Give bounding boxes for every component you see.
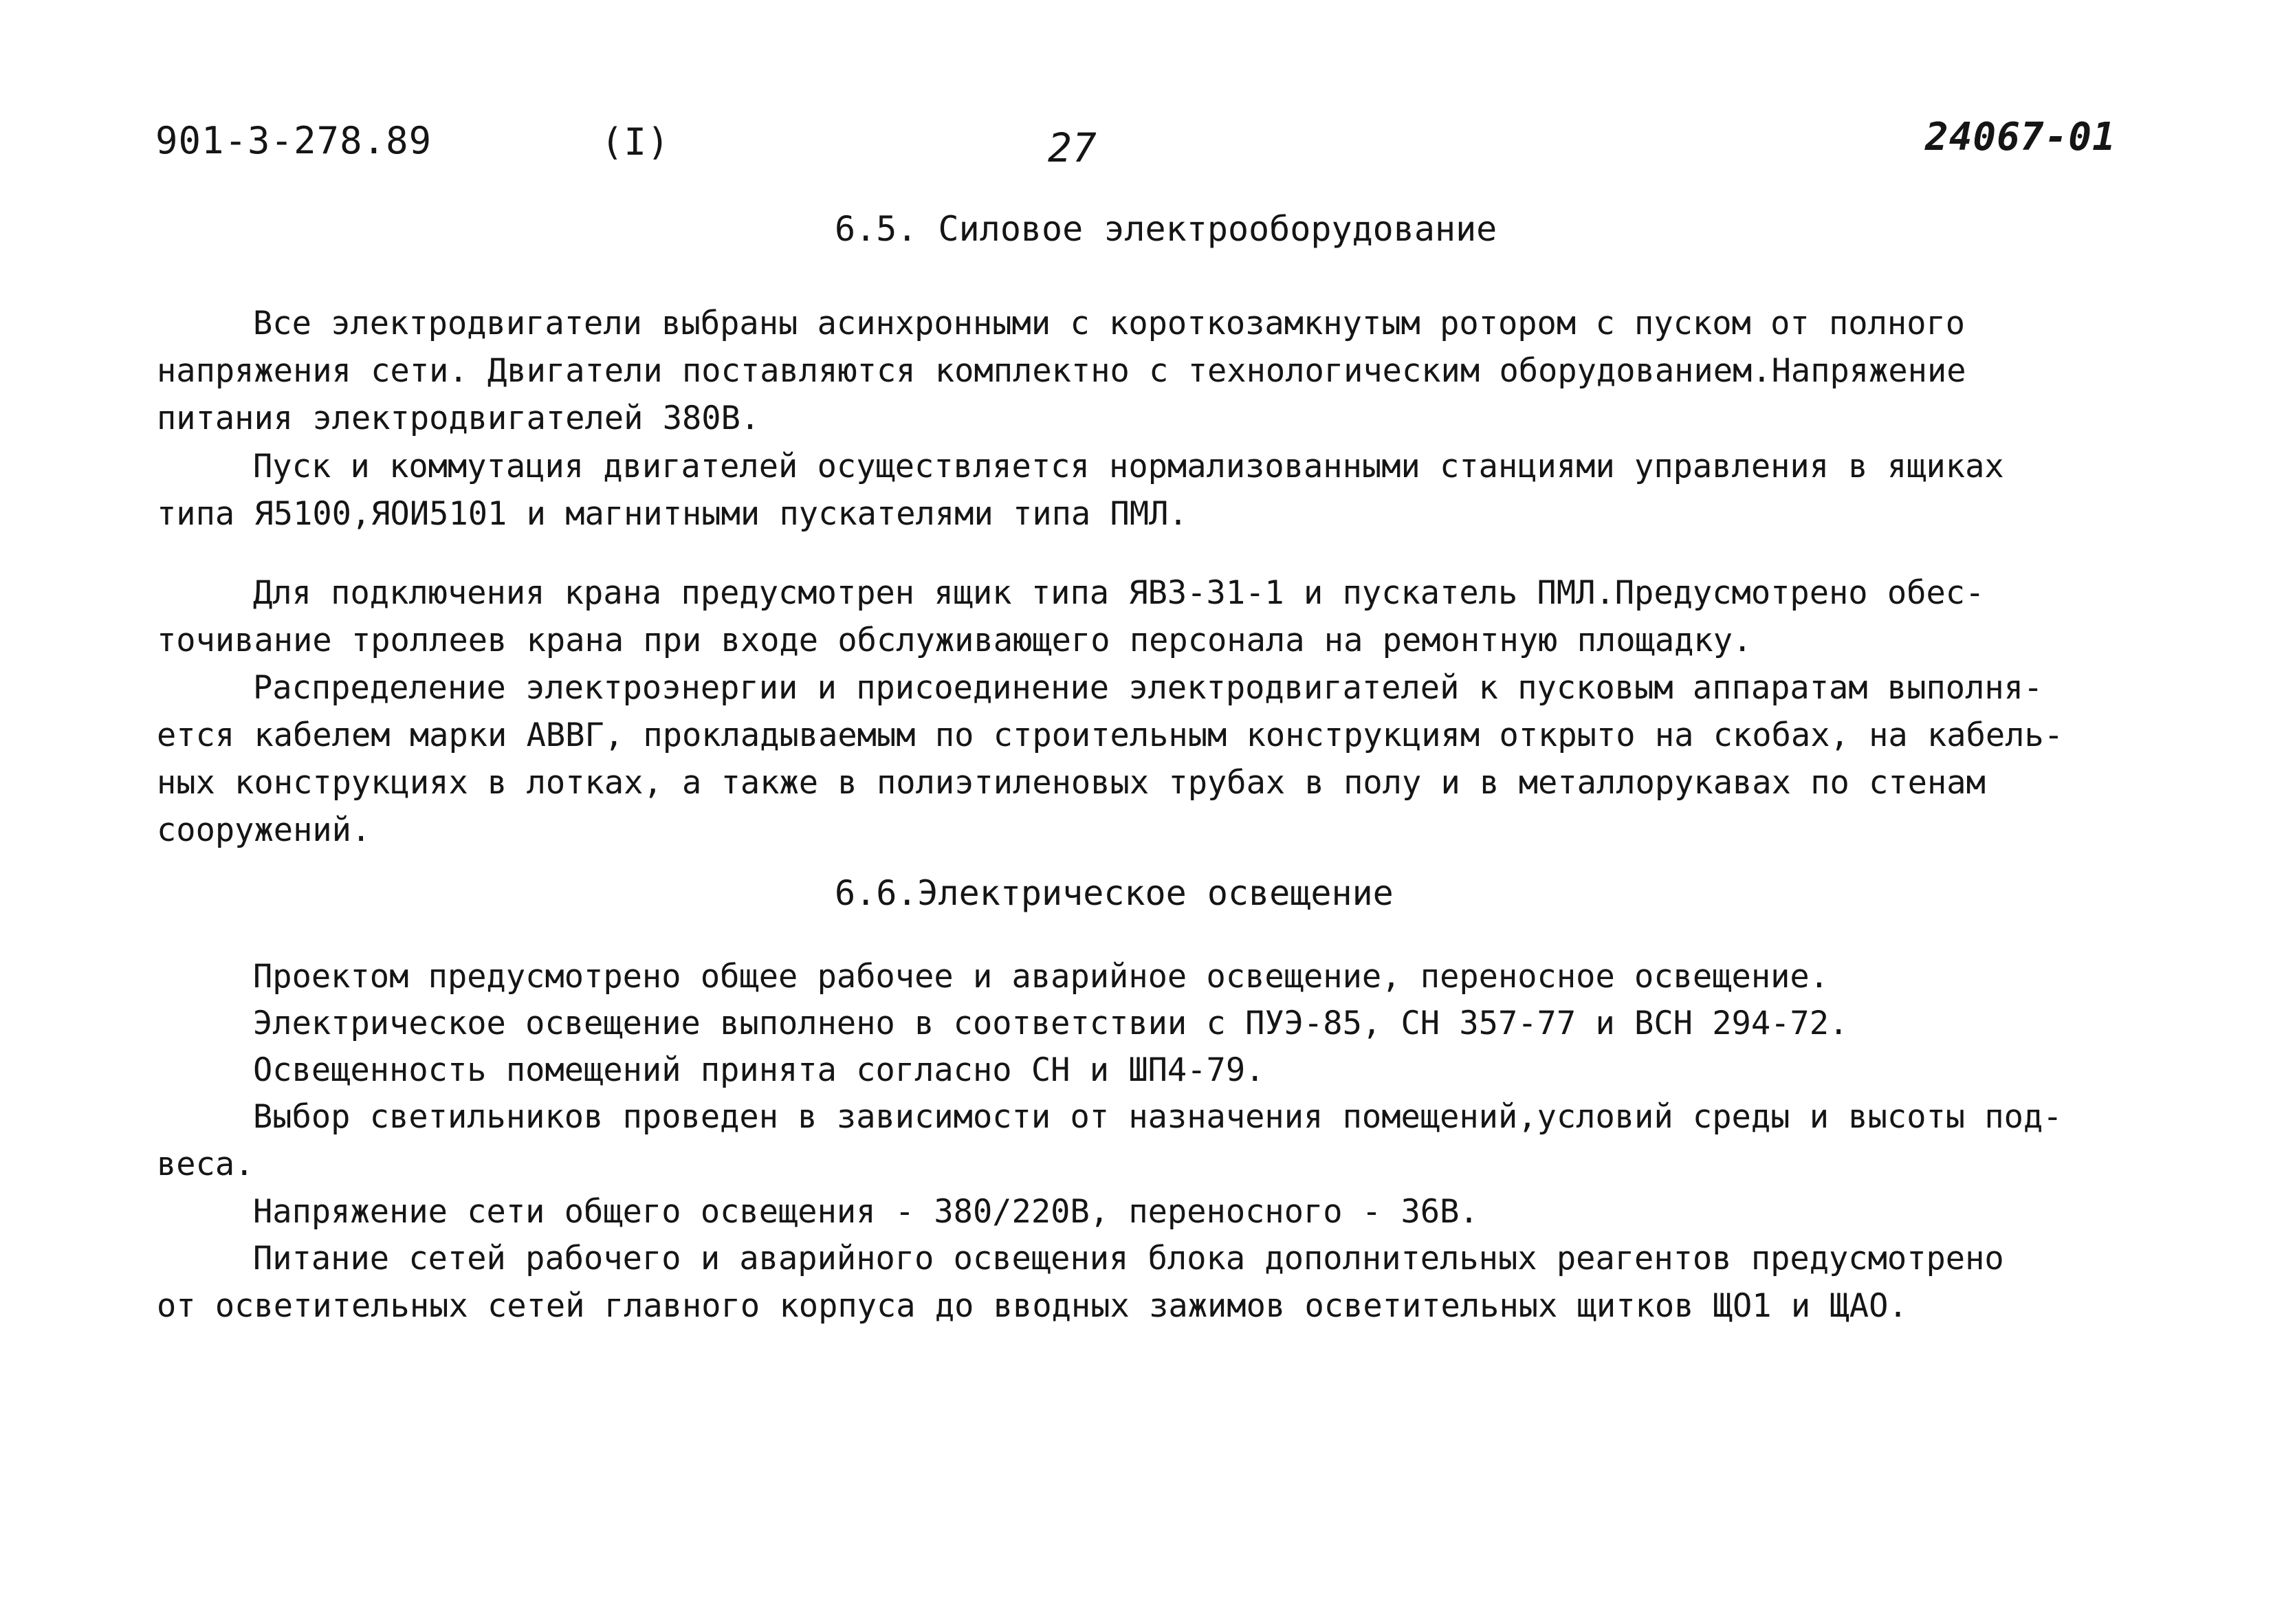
text-line: веса. [157, 1145, 254, 1183]
paragraph-luminaires [157, 1093, 2063, 1188]
text-line: типа Я5100,ЯОИ5101 и магнитными пускателями типа ПМЛ. [157, 495, 1188, 533]
text-line: Проектом предусмотрено общее рабочее и аварийное освещение, переносное освещение. [253, 958, 1830, 996]
paragraph-voltage [157, 1188, 2013, 1236]
text-line: Распределение электроэнергии и присоединение электродвигателей к пусковым аппаратам выполня- [253, 669, 2043, 707]
paragraph-illuminance [157, 1046, 2013, 1094]
paragraph-starting [157, 443, 2013, 538]
page-number: 27 [1048, 124, 1097, 171]
doc-part: (I) [601, 120, 670, 164]
text-line: сооружений. [157, 811, 371, 849]
text-line: Питание сетей рабочего и аварийного освещения блока дополнительных реагентов предусмотрено [253, 1240, 2004, 1277]
paragraph-crane [157, 569, 2013, 664]
text-line: Для подключения крана предусмотрен ящик типа ЯВЗ-31-1 и пускатель ПМЛ.Предусмотрено обес- [253, 574, 1985, 612]
text-line: Все электродвигатели выбраны асинхронными с короткозамкнутым ротором с пуском от полного [253, 305, 1966, 342]
text-line: ется кабелем марки АВВГ, прокладываемым по строительным конструкциям открыто на скобах, на кабель- [157, 716, 2064, 754]
section-heading-lighting: 6.6.Электрическое освещение [835, 873, 1394, 913]
paragraph-distribution [157, 664, 2064, 854]
paragraph-motors [157, 300, 2013, 442]
text-line: напряжения сети. Двигатели поставляются комплектно с технологическим оборудованием.Напряжение [157, 352, 1966, 390]
text-line: Выбор светильников проведен в зависимости от назначения помещений,условий среды и высоты под- [253, 1098, 2063, 1136]
paragraph-power-supply [157, 1235, 2013, 1330]
paragraph-lighting-types [157, 953, 2013, 1000]
text-line: ных конструкциях в лотках, а также в полиэтиленовых трубах в полу и в металлорукавах по стенам [157, 764, 1986, 802]
text-line: от осветительных сетей главного корпуса до вводных зажимов осветительных щитков ЩО1 и ЩАО. [157, 1287, 1908, 1325]
doc-code: 901-3-278.89 [155, 119, 432, 162]
text-line: питания электродвигателей 380В. [157, 399, 760, 437]
text-line: Пуск и коммутация двигателей осуществляется нормализованными станциями управления в ящиках [253, 448, 2004, 485]
section-heading-power-equipment: 6.5. Силовое электрооборудование [835, 209, 1497, 249]
text-line: Напряжение сети общего освещения - 380/220В, переносного - 36В. [253, 1193, 1479, 1231]
text-line: точивание троллеев крана при входе обслуживающего персонала на ремонтную площадку. [157, 622, 1753, 659]
text-line: Электрическое освещение выполнено в соответствии с ПУЭ-85, СН 357-77 и ВСН 294-72. [253, 1005, 1849, 1042]
paragraph-lighting-standards [157, 1000, 2013, 1047]
inventory-number: 24067-01 [1925, 115, 2116, 160]
text-line: Освещенность помещений принята согласно СН и ШП4-79. [253, 1051, 1265, 1089]
